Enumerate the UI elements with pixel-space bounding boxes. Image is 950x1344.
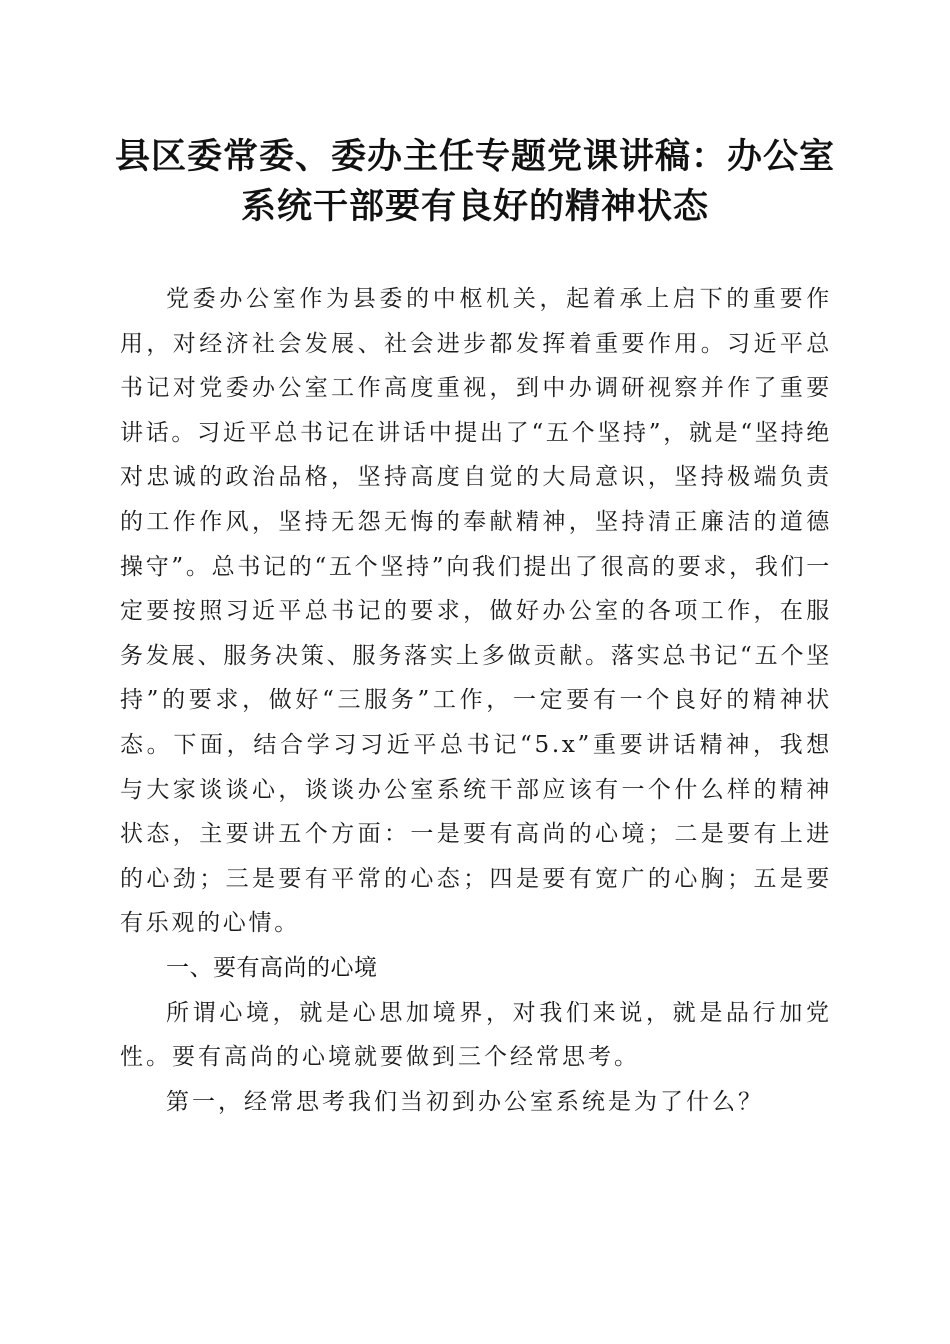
title-line-2: 系统干部要有良好的精神状态	[240, 186, 709, 227]
intro-paragraph: 党委办公室作为县委的中枢机关，起着承上启下的重要作用，对经济社会发展、社会进步都发挥着重要作用。习近平总书记对党委办公室工作高度重视，到中办调研视察并作了重要讲话。习近平总书记在讲话中提出了“五个坚持”，就是“坚持绝对忠诚的政治品格，坚持高度自觉的大局意识，坚持极端负责的工作作风，坚持无怨无悔的奉献精神，坚持清正廉洁的道德操守”。总书记的“五个坚持”向我们提出了很高的要求，我们一定要按照习近平总书记的要求，做好办公室的各项工作，在服务发展、服务决策、服务落实上多做贡献。落实总书记“五个坚持”的要求，做好“三服务”工作，一定要有一个良好的精神状态。下面，结合学习习近平总书记“5.x”重要讲话精神，我想与大家谈谈心，谈谈办公室系统干部应该有一个什么样的精神状态，主要讲五个方面：一是要有高尚的心境；二是要有上进的心劲；三是要有平常的心态；四是要有宽广的心胸；五是要有乐观的心情。	[120, 286, 832, 937]
document-title	[100, 132, 850, 232]
title-line-1: 县区委常委、委办主任专题党课讲稿：办公室	[114, 136, 835, 177]
section-1-heading: 一、要有高尚的心境	[166, 954, 378, 981]
section-1-paragraph: 所谓心境，就是心思加境界，对我们来说，就是品行加党性。要有高尚的心境就要做到三个经常思考。	[120, 999, 832, 1071]
document-body	[120, 277, 832, 1124]
section-1-point-1: 第一，经常思考我们当初到办公室系统是为了什么？	[166, 1088, 764, 1115]
